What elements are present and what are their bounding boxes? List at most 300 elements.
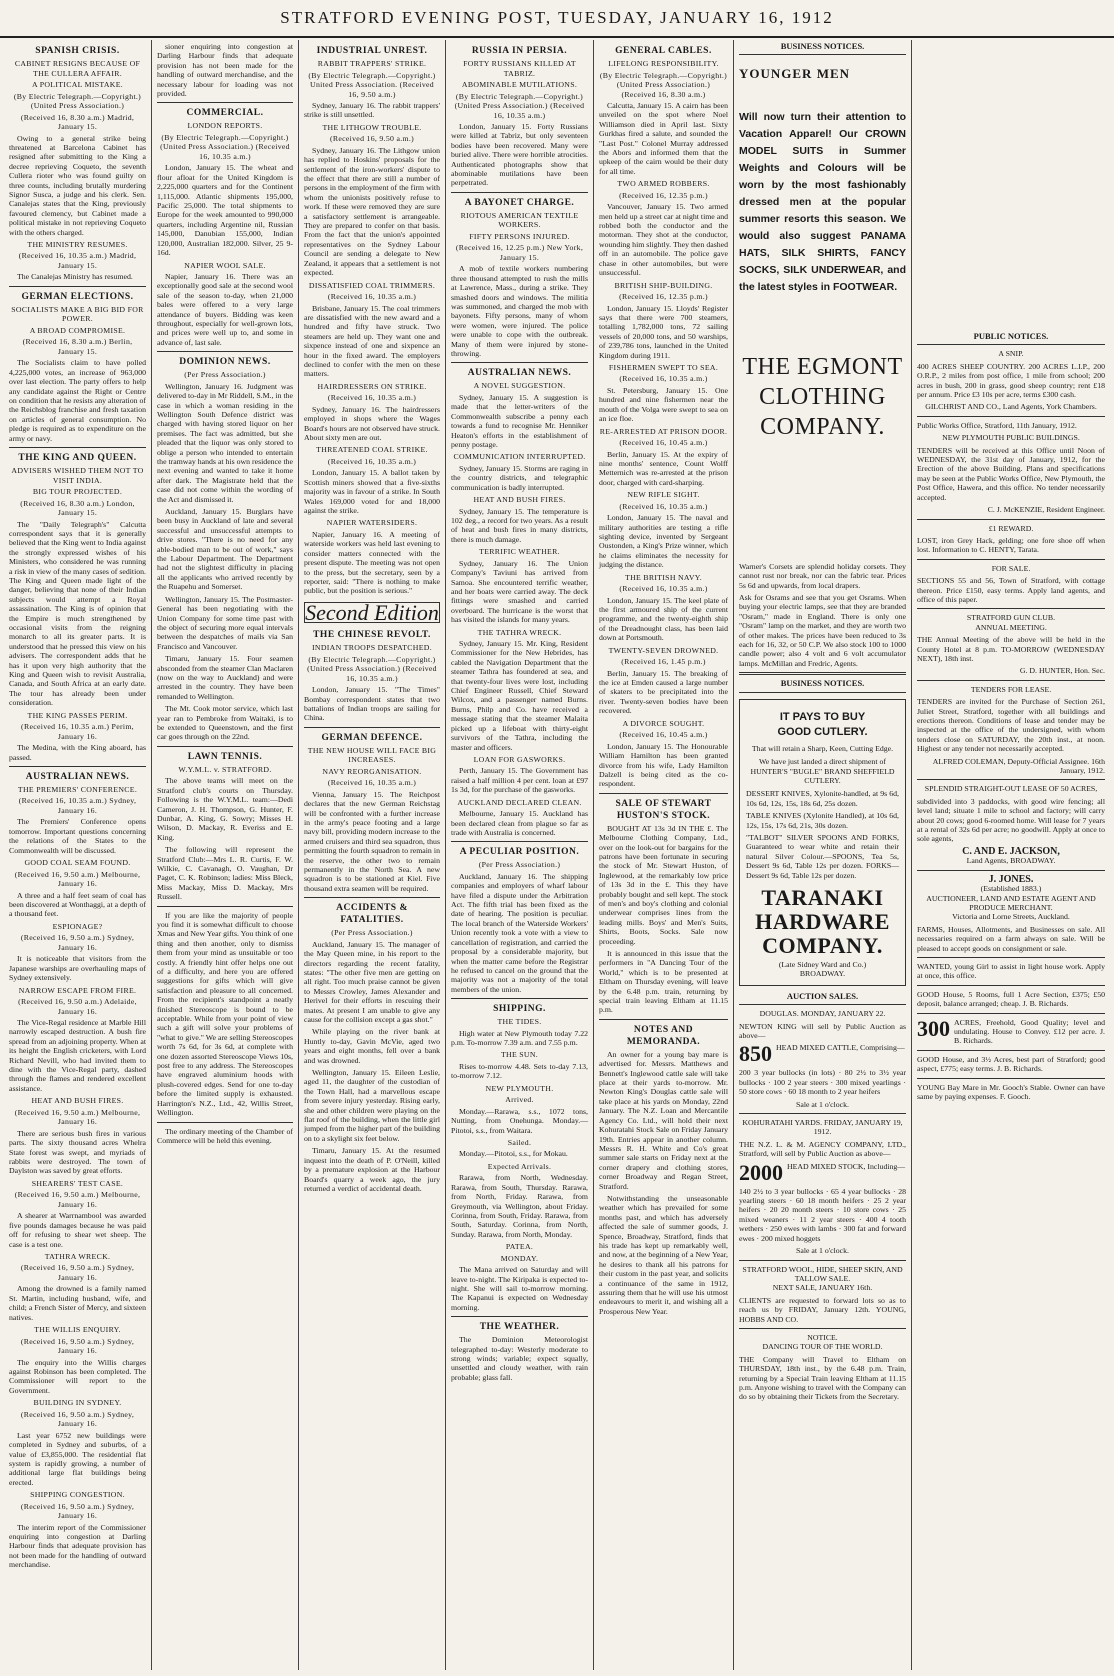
article-subheading: (Received 16, 10.45 a.m.) [619,438,708,448]
business-notices-header-2: BUSINESS NOTICES. [739,679,906,692]
snip-text: 400 ACRES SHEEP COUNTRY. 200 ACRES L.I.P., 200 O.R.P., 2 miles from post office, 1 mile from school; 200 acres in bush, 200 in grass, good sheep country; rent £18 per annum. Price £3 10s per acre, terms £300 cash. [917,361,1105,400]
article-subheading: NEW PLYMOUTH. [485,1083,554,1093]
good-house-2-ad: GOOD House, and 3½ Acres, best part of Stratford; good aspect, £775; easy terms. J. B. Richards. [917,1054,1105,1074]
article-subheading: PATEA. [505,1242,534,1252]
article-subheading: (Received 16, 10.35 a.m.) Sydney, January 16. [18,796,137,815]
article-paragraph: A shearer at Warrnambool was awarded five pounds damages because he was paid off for refusing to shear wet sheep. The case is a test one. [9,1211,146,1249]
article-subheading: (By Electric Telegraph.—Copyright.) (United Press Association.) (Received 16, 10.35 a.m.) [454,91,585,120]
article-body [451,766,588,794]
article-subheading: (Received 16, 10.35 a.m.) [619,584,708,594]
osram-text: Ask for Osrams and see that you get Osrams. When buying your electric lamps, see that they are branded "Osram," made in England. There is only one "Osram" lamp on the market, and they are worth two of other makes. The prices have been reduced to 3s each for 16, 32, or 50 C.P. We also stock 100 to 1000 candle power; also 4 volt and 6 volt accumulator lamps. McMillan and Fredric, Agents. [739,593,906,668]
article-body [451,1149,588,1158]
column-divider [451,1316,588,1317]
article-paragraph: Rises to-morrow 4.48. Sets to-day 7.13, to-morrow 7.12. [451,1061,588,1081]
jones-heading: J. JONES. [988,873,1034,885]
article-body [451,559,588,625]
gun-club-heading: STRATFORD GUN CLUB. [966,613,1056,623]
article-subheading: HEAT AND BUSH FIRES. [473,495,566,505]
article-body [451,872,588,994]
article-paragraph: London, January 15. "The Times" Bombay correspondent states that two battalions of Indian troops are sailing for China. [304,685,440,723]
article-paragraph: Notwithstanding the unseasonable weather which has prevailed for some months past, and which has adversely affected the sale of summer goods, J. Spence, Broadway, Stratford, finds that his trade has kept up remarkably well, and now, at the beginning of a New Year, he desires to thank all his patrons for their custom in the past year, and solicits a continuance of the same in 1912, assuring them that he will use his utmost endeavours to merit it, and wishing all a Prosperous New Year. [599,1193,728,1316]
dancing-tour-text: THE Company will Travel to Eltham on THURSDAY, 18th inst., by the 6.48 p.m. Train, returning by a Special Train leaving Eltham at 11.15 p.m. Anyone wishing to travel with the Company can do so by obtaining their Tickets from the Secretary. [739,1354,906,1402]
column-divider [157,906,293,907]
article-headline: GERMAN ELECTIONS. [21,291,134,302]
article-subheading: HAIRDRESSERS ON STRIKE. [317,381,427,391]
article-paragraph: If you are like the majority of people you find it is somewhat difficult to choose Xmas and New Year gifts. You think of one thing and then another, only to dismiss them from your mind as unsuitable or too costly. A friendly hint offer helps one out of a difficulty, and here you are offered suggestions for gifts which will give satisfaction and pleasure to all concerned. From the recipient's standpoint a neatly finished Stereoscope is bound to be acceptable. While from your point of view such a gift will solve your problems of "what to give." We are selling Stereoscopes worth 7s 6d, for 3s 6d, at complete with one dozen assorted Stereoscope Views 10s, post free to any address. The Stereoscopes have engraved aluminium hoods with plush-covered edges. Send for one to-day before the limited supply is exhausted. Harrington's N.Z., Ltd., 42, Willis Street, Wellington. [157,910,293,1118]
column-divider [451,841,588,842]
article-paragraph: Sydney, January 16. The Union Company's Taviuni has arrived from Samoa. She encountered terrific weather, and her boats were carried away. The deck fittings were smashed and carried overboard. The hurricane is the worst that has visited the islands for many years. [451,558,588,625]
article-subheading: A DIVORCE SOUGHT. [622,718,705,728]
column-divider [451,998,588,999]
article-subheading: (Received 16, 9.50 a.m.) Sydney, January 16. [20,1409,135,1429]
article-body [599,101,728,176]
article-subheading: (By Electric Telegraph.—Copyright.) (United Press Association.) [13,91,142,110]
jones-text: AUCTIONEER, LAND AND ESTATE AGENT AND PRODUCE MERCHANT. [926,893,1096,912]
article-headline: A PECULIAR POSITION. [459,847,580,858]
article-paragraph: London, January 15. The wheat and flour afloat for the United Kingdom is 2,225,000 quarters and for the Continent 1,115,000. Atlantic shipments 195,000, Pacific 25,000. The total shipments to Europe for the week amounted to 990,000 quarters, including Argentine nil, Russian 145,000, Danubian 155,000, Indian 120,000, Australian 182,000. Silver, 25 9-16d. [157,163,293,258]
article-subheading: A POLITICAL MISTAKE. [31,80,124,89]
talbot-spoons: "TALBOT" SILVER SPOONS AND FORKS, Guaranteed to wear white and retain their natural Silver Colour.—SPOONS, Tea 5s, Dessert 9s 6d, Table 12s per dozen. FORKS—Dessert 9s 6d, Table 12s per dozen. [746,832,899,880]
article-paragraph: Perth, January 15. The Government has raised a half million 4 per cent. loan at £97 1s 3d, for the purchase of the gasworks. [451,766,588,795]
article-body [599,202,728,277]
column-divider [157,351,293,352]
news-column-4 [446,40,594,1670]
sale-time-1: Sale at 1 o'clock. [796,1099,849,1109]
acres-300-number: 300 [917,1017,950,1041]
article-body [9,358,146,443]
article-paragraph: The above teams will meet on the Stratford club's courts on Thursday. Following is the W.Y.M.L. team:—Dedi Cameron, J. H. Thompson, G. Hunter, F. Dunbar, A. King, G. Sowry; Misses H. Wilson, D. Mackay, R. Everiss and E. King. [157,776,293,842]
article-subheading: THE PREMIERS' CONFERENCE. [17,784,138,794]
article-body [599,386,728,424]
article-paragraph: sioner enquiring into congestion at Darling Harbour finds that adequate provision has not been made for the handling of outward merchandise, and the necessary labour for loading was not provided. [157,42,293,99]
article-subheading: AUCKLAND DECLARED CLEAN. [457,797,582,807]
article-subheading: (Per Press Association.) [478,860,561,870]
wool-sale-date: NEXT SALE, JANUARY 16th. [772,1283,873,1293]
article-subheading: LONDON REPORTS. [187,121,263,131]
article-subheading: (Received 16, 10.35 a.m.) [327,393,417,403]
article-paragraph: The Premiers' Conference opens tomorrow. Important questions concerning the relations of the States to the Commonwealth will be discussed. [9,817,146,855]
article-subheading: A BROAD COMPROMISE. [29,325,126,335]
article-paragraph: Vancouver, January 15. Two armed men held up a street car at night time and robbed both the conductor and the motorman. They shot at the conductor, wounding him slightly. They then dashed off in an automobile. The police gave chase in other automobiles, but were unsuccessful. [599,202,728,278]
article-body [9,520,146,708]
article-paragraph: BOUGHT AT 13s 3d IN THE £. The Melbourne Clothing Company, Ltd., over on the look-out for bargains for the patrons have been fortunate in securing the stock of Mr. Stewart Huston, of Inglewood, at the remarkably low price of 13s 3d in the £. This they have probably bought and sell kept. The stock of men's and boy's clothing and colonial underwear comprises lines from the leading mills. Boys' and Men's Suits, Shirts, Boots, Socks. Sale now proceeding. [599,823,728,946]
article-paragraph: Berlin, January 15. The breaking of the ice at Emden caused a large number of skaters to be precipitated into the river. Twenty-seven bodies have been recovered. [599,668,728,716]
suits-advert-text: Will now turn their attention to Vacation Apparel! Our CROWN MODEL SUITS in Summer Weights and Colours will be worn by the most fashionably dressed men at the popular summer resorts this season. We would also suggest PANAMA HATS, SILK SHIRTS, FANCY SOCKS, SILK UNDERWEAR, and the latest styles in FOOTWEAR. [739,110,906,293]
article-headline: ACCIDENTS & FATALITIES. [336,903,408,926]
article-paragraph: Napier, January 16. A meeting of waterside workers was held last evening to consider matters connected with the present dispute. The meeting was not open to the press, but the secretary, seen by a reporter, said: "There is nothing to make public, but the position is serious." [304,529,440,596]
article-subheading: THREATENED COAL STRIKE. [316,445,428,455]
article-body [451,1062,588,1081]
article-body [9,134,146,237]
stock-2000-heading: HEAD MIXED STOCK, Including— [787,1161,906,1171]
article-subheading: (Received 16, 10.45 a.m.) [619,730,708,740]
article-paragraph: It is noticeable that visitors from the Japanese warships are overhauling maps of Sydney extensively. [9,954,146,983]
article-body [304,101,440,120]
article-paragraph: Sydney, January 16. The rabbit trappers' strike is still unsettled. [304,101,440,120]
article-subheading: Arrived. [505,1095,534,1105]
article-headline: SPANISH CRISIS. [35,46,120,56]
article-subheading: RIOTOUS AMERICAN TEXTILE WORKERS. [460,210,579,230]
article-paragraph: Napier, January 16. There was an exceptionally good sale at the second wool sale of the season to-day, when 21,000 bales were offered to a very large attendance of buyers. Bidding was keen throughout, especially for well-grown lots, and prices were well up to, and some in advance of, last sale. [157,272,293,347]
column-divider [9,286,146,287]
article-subheading: NARROW ESCAPE FROM FIRE. [18,985,137,995]
article-body [157,911,293,1118]
article-headline: INDUSTRIAL UNREST. [316,46,428,56]
article-body [9,1431,146,1487]
article-subheading: RE-ARRESTED AT PRISON DOOR. [599,426,728,436]
article-body [9,817,146,855]
public-notices-column [912,40,1110,1670]
warner-text: Warner's Corsets are splendid holiday corsets. They cannot rust nor break, nor can the fabric tear. Prices 5s 6d and upwards, from local drapers. [739,561,906,590]
business-notices-column [734,40,912,1670]
article-paragraph: Rarawa, from North, Wednesday. Rarawa, from South, Thursday. Rarawa, from North, Friday. Rarawa, from Greymouth, via Wellington, about Friday. Corinna, from South, Friday. Rarawa, from South, Saturday. Corinna, from North, Sunday. Rarawa, from North, Monday. [451,1173,588,1239]
sale-time-2: Sale at 1 o'clock. [796,1246,849,1256]
article-body [157,272,293,347]
table-knives: TABLE KNIVES (Xylonite Handled), at 10s 6d, 12s, 15s, 17s 6d, 21s, 30s dozen. [746,811,899,830]
notice-heading: NOTICE. [807,1332,838,1342]
article-headline: GERMAN DEFENCE. [321,732,423,743]
article-paragraph: An owner for a young bay mare is advertised for. Messrs. Matthews and Bennett's Inglewood cattle sale will take place at their yards to-morrow. Mr. Newton King's Douglas cattle sale will take place at his yards on Monday, 22nd January. The N.Z. Loan and Mercantile Agency Co. Ltd., will hold their next Kohuratahi Stock Sale on Friday January 19th. Entries appear in another column. Messrs R. H. White and Co's great summer sale starts on Friday next at the corner drapery and clothing stores, corner Broadway and Regan Street, Stratford. [599,1049,728,1191]
article-paragraph: Wellington, January 15. The Postmaster-General has been negotiating with the Union Company for some time past with the object of securing more equal intervals between the despatches of mails via San Francisco and Vancouver. [157,594,293,651]
article-paragraph: Timaru, January 15. Four seamen absconded from the steamer Clan Maclaren (now on the way to Auckland) and were arrested in the country. They have been remanded to Wellington. [157,654,293,701]
article-body [451,1335,588,1382]
article-subheading: (Received 16, 9.50 a.m.) Melbourne, January 16. [14,1107,141,1127]
public-notices-header: PUBLIC NOTICES. [917,332,1105,345]
article-paragraph: Monday.—Rarawa, s.s., 1072 tons, Nutting, from Onehunga. Monday.—Pitotoi, s.s., from Waitara. [451,1106,588,1135]
article-subheading: HEAT AND BUSH FIRES. [31,1096,124,1106]
article-body [157,42,293,98]
article-subheading: THE TIDES. [497,1017,542,1027]
reward-heading: £1 REWARD. [988,523,1034,533]
article-body [304,940,440,1025]
article-paragraph: The "Daily Telegraph's" Calcutta correspondent says that it is generally believed that the King went to India against the strongly expressed wishes of his Ministers, who considered he was running a risk in view of the many cases of sedition. The King and Queen made light of the danger, believing that none of their Indian subjects would attempt a Royal assassination. The King is of opinion that the Empire is much strengthened by occasional visits from the reigning monarch to all its greater parts. It is understood that he pressed this view on his advisers. The correspondent adds that he has it upon very high authority that the King and Queen wish to revisit Australia, Canada, and South Africa at an early date. The tour has already been under consideration. [9,519,146,708]
article-paragraph: Auckland, January 16. The shipping companies and employers of wharf labour have filed a dispute under the Arbitration Act. The fifth trial has been fixed as the date of hearing. The position is peculiar. The local branch of the Waterside Workers' Union recently took a vote with a view to cancellation of registration, and carried the proposal by a considerable majority, but when the matter came before the Registrar he refused to cancel on the ground that the majority was not a majority of the total members of the union. [451,871,588,994]
article-subheading: W.Y.M.L. v. STRATFORD. [178,764,272,774]
article-body [599,513,728,569]
article-body [157,595,293,651]
news-column-5 [594,40,734,1670]
article-paragraph: Brisbane, January 15. The coal trimmers are dissatisfied with the new award and a hundred and fifty have struck. Two steamers are held up. They want one and sixpence instead of one and sixpence an hour in the fixed award. The employers declined to confer with the men on these matters. [304,303,440,379]
article-subheading: SOCIALISTS MAKE A BIG BID FOR POWER. [11,304,144,324]
article-body [451,464,588,492]
article-subheading: (By Electric Telegraph.—Copyright.) (United Press Association.) (Received 16, 10.35 a.m.) [307,654,437,683]
article-body [157,654,293,701]
article-subheading: FIFTY PERSONS INJURED. [469,231,570,241]
article-body [451,639,588,752]
good-house-ad: GOOD House, 5 Rooms, full 1 Acre Section, £375; £50 deposit, balance arranged; cheap. J. B. Richards. [917,989,1105,1009]
article-body [304,468,440,515]
gun-club-meeting: ANNUAL MEETING. [975,622,1047,632]
column-divider [157,1122,293,1123]
snip-heading: A SNIP. [998,349,1024,359]
article-paragraph: Sydney, January 15. Storms are raging in the country districts, and telegraphic communication is badly interrupted. [451,463,588,492]
stock-2000-list: 140 2½ to 3 year bullocks · 65 4 year bullocks · 28 yearling steers · 60 18 month heifers · 25 2 year heifers · 20 20 month steers · 10 store cows · 25 mixed weaners · 11 2 year steers · 400 4 tooth wethers · 250 ewes with lambs · 300 fat and forward ewes · 200 mixed hoggets [739,1186,906,1243]
article-subheading: TWO ARMED ROBBERS. [617,179,710,189]
cattle-850-heading: HEAD MIXED CATTLE, Comprising— [776,1043,905,1053]
article-body [304,790,440,893]
egmont-clothing-company: THE EGMONT CLOTHING COMPANY. [742,353,903,440]
article-subheading: BUILDING IN SYDNEY. [33,1398,122,1408]
article-body [9,272,146,281]
lease-tenders-text: TENDERS are invited for the Purchase of Section 261, Juliet Street, Stratford, together with all buildings and erections thereon. Conditions of lease and tender may be inspected at the office of the undersigned, with whom tenders close on SATURDAY, the 20th inst., at noon. Highest or any tender not necessarily accepted. [917,697,1105,754]
for-sale-text: SECTIONS 55 and 56, Town of Stratford, with cottage thereon. Price £150, easy terms. Apply land agents, and office of this paper. [917,576,1105,604]
wool-sale-heading: STRATFORD WOOL, HIDE, SHEEP SKIN, AND TALLOW SALE. [742,1264,903,1283]
article-paragraph: The ordinary meeting of the Chamber of Commerce will be held this evening. [157,1126,293,1145]
column-divider [451,192,588,193]
douglas-sale-date: DOUGLAS. MONDAY, JANUARY 22. [759,1009,886,1019]
article-body [304,304,440,379]
article-body [451,122,588,188]
article-body [157,704,293,742]
article-body [599,949,728,1015]
article-subheading: SHIPPING CONGESTION. [30,1490,125,1500]
article-paragraph: Wellington, January 16. Judgment was delivered to-day in Mr Riddell, S.M., in the case in which a woman residing in the Wellington South Defence district was charged with having stored liquor on her premises. The fact was admitted, but she pleaded that the liquor was only stored to oblige a person who intended to entertain the tramway hands at his own residence the next evening and wanted to take it home after dark. The Magistrate held that the case did not come within the wording of the Act and dismissed it. [157,381,293,504]
farms-text: FARMS, Houses, Allotments, and Businesses on sale. All necessaries required on a farm always on sale. Will be pleased to accept goods on consignment or sale. [917,924,1105,953]
gilchrist-agents: GILCHRIST AND CO., Land Agents, York Chambers. [925,402,1097,412]
article-paragraph: London, January 15. The naval and military authorities are testing a rifle sighting device, invented by Sergeant Oustonden, a King's Prize winner, which he claims eliminates the necessity for judging the distance. [599,513,728,570]
article-paragraph: Among the drowned is a family named St. Martin, including husband, wife, and child; a French Sister of Mercy, and sixteen natives. [9,1284,146,1322]
taranaki-hardware-company: TARANAKI HARDWARE COMPANY. [755,884,890,958]
article-paragraph: Sydney, January 16. The Lithgow union has replied to Hoskins' proposals for the settlement of the iron-workers' dispute to the effect that there are still a number of persons in the employment of the firm with whom the unionists positively refuse to work. If these were removed they are sure a satisfactory settlement is arrangeable. They are prepared to confer on that basis. From the fact that the union's appointed representatives on the Sydney Labour Council are sending a delegate to New Zealand, it appears that a settlement is not expected. [304,145,440,278]
column-divider [9,447,146,448]
public-works-office: Public Works Office, Stratford, 11th January, 1912. [917,420,1077,430]
article-headline: THE WEATHER. [479,1322,560,1333]
article-subheading: (Received 16, 1.45 p.m.) [621,657,706,667]
article-paragraph: The following will represent the Stratford Club:—Mrs L. R. Curtis, F. W. Wilkie, C. Cavanagh, O. Vaughan, Dr Paget, C. K. Robinson; ladies: Miss Bleck, Miss Mackay, Miss D. Mackay, Mrs Russell. [157,845,293,902]
article-paragraph: The Socialists claim to have polled 4,225,000 votes, an increase of 963,000 over last election. The party offers to help any candidate against the Right or Centre on condition that he resists any alteration of the Reichsblog franchise and fresh taxation on articles of general consumption. No pledge is required as to expenditure on the army or navy. [9,358,146,443]
article-paragraph: Last year 6752 new buildings were completed in Sydney and suburbs, of a value of £3,855,000. The residential flat system is rapidly growing, a number of additional large flat buildings being erected. [9,1430,146,1487]
article-subheading: THE NEW HOUSE WILL FACE BIG INCREASES. [307,745,437,765]
article-body [9,1211,146,1249]
article-paragraph: St. Petersburg, January 15. One hundred and nine fishermen near the mouth of the Volga were swept to sea on an ice floe. [599,385,728,424]
article-subheading: THE BRITISH NAVY. [625,572,702,582]
jackson-address: Land Agents, BROADWAY. [966,856,1056,866]
article-subheading: (Received 16, 12.35 p.m.) [619,190,708,200]
article-body [9,1129,146,1176]
article-subheading: (Received 16, 9.50 a.m.) Adelaide, January 16. [18,997,137,1016]
cattle-850-list: 200 3 year bullocks (in lots) · 80 2½ to 3½ year bullocks · 100 2 year steers · 300 mixed yearlings · 50 store cows · 60 18 month to 2 year heifers [739,1068,906,1097]
article-paragraph: London, January 15. Forty Russians were killed at Tabriz, but only seventeen bodies have been recovered. Many were buried alive. There were horrible atrocities. Authenticated photographs show that abominable mutilations have been perpetrated. [451,122,588,188]
article-subheading: (Received 16, 10.35 a.m.) [619,374,708,384]
article-body [599,1194,728,1316]
article-paragraph: Timaru, January 15. At the resumed inquest into the death of P. O'Neill, killed by a premature explosion at the Harbour Board's quarry a week ago, the jury returned a verdict of accidental death. [304,1146,440,1193]
article-body [304,1068,440,1143]
coleman-signature: ALFRED COLEMAN, Deputy-Official Assignee. 16th January, 1912. [932,756,1105,776]
article-paragraph: Monday.—Pitotoi, s.s., for Mokau. [459,1149,568,1159]
article-headline: DOMINION NEWS. [179,357,271,368]
column-divider [599,793,728,794]
gun-club-text: THE Annual Meeting of the above will be held in the County Hotel at 8 p.m. TO-MORROW (WEDNESDAY NEXT), 18th inst. [917,635,1105,663]
jackson-agents: C. AND E. JACKSON, [962,845,1060,857]
wanted-ad: WANTED, young Girl to assist in light house work. Apply at once, this office. [917,961,1105,981]
dancing-tour-heading: DANCING TOUR OF THE WORLD. [762,1342,883,1352]
article-headline: COMMERCIAL. [186,108,264,119]
newton-king-notice: NEWTON KING will sell by Public Auction as above— [739,1021,906,1040]
article-subheading: (Received 16, 9.50 a.m.) Sydney, January 16. [20,933,135,952]
article-body [451,1029,588,1048]
cattle-850-number: 850 [739,1043,772,1066]
article-subheading: (Received 16, 9.50 a.m.) Melbourne, January 16. [14,1190,141,1209]
article-subheading: LIFELONG RESPONSIBILITY. [608,59,719,68]
taranaki-address: BROADWAY. [799,969,846,979]
article-body [599,1050,728,1191]
article-subheading: ABOMINABLE MUTILATIONS. [461,80,578,89]
reward-text: LOST, iron Grey Hack, gelding; one fore shoe off when lost. Information to C. HENTY, Tarata. [917,535,1105,555]
article-subheading: (Received 16, 12.25 p.m.) New York, January 15. [455,243,584,262]
article-subheading: ADVISERS WISHED THEM NOT TO VISIT INDIA. [11,466,144,485]
article-subheading: RABBIT TRAPPERS' STRIKE. [317,59,427,68]
article-paragraph: Wellington, January 15. Eileen Leslie, aged 11, the daughter of the custodian of the Town Hall, had a marvellous escape from severe injury yesterday. Rising early, she and other children were playing on the flat roof of the building, when the little girl jumped from the higher part of the building on to a skylight six feet below. [304,1068,440,1143]
article-paragraph: High water at New Plymouth today 7.22 p.m. To-morrow 7.39 a.m. and 7.55 p.m. [451,1028,588,1048]
article-body [9,954,146,982]
article-subheading: NEW RIFLE SIGHT. [627,490,700,500]
article-paragraph: Berlin, January 15. At the expiry of nine months' sentence, Count Wolff Metternich was re-arrested at the prison door, charged with card-sharping. [599,449,728,487]
article-headline: SALE OF STEWART HUSTON'S STOCK. [615,798,712,821]
column-divider [157,102,293,103]
article-headline: AUSTRALIAN NEWS. [467,368,572,379]
article-subheading: (Received 16, 9.50 a.m.) Sydney, January 16. [20,1336,135,1356]
article-paragraph: London, January 15. The keel plate of the first armoured ship of the current programme, and the twenty-eighth ship of the Dreadnought class, has been laid down at Portsmouth. [599,595,728,643]
article-body [599,669,728,716]
article-subheading: MONDAY. [500,1253,539,1263]
article-paragraph: A three and a half feet seam of coal has been discovered at Wonthaggi, at a depth of a thousand feet. [9,890,146,919]
article-paragraph: It is announced in this issue that the performers in "A Dancing Tour of the World," which is to be presented at Eltham on Thursday evening, will leave by the 6.48 p.m. train, returning by special train leaving Eltham at 11.15 p.m. [599,949,728,1015]
for-sale-heading: FOR SALE. [991,563,1031,573]
article-body [304,405,440,443]
column-divider [304,897,440,898]
article-paragraph: The Mana arrived on Saturday and will leave to-night. The Kiripaka is expected to-night. She will sail to-morrow morning. The Kapanui is expected on Wednesday morning. [451,1265,588,1312]
article-body [9,1018,146,1093]
article-paragraph: The enquiry into the Willis charges against Robinson has been completed. The Commissioner will report to the Government. [9,1357,146,1395]
article-subheading: THE SUN. [500,1050,539,1060]
article-subheading: (Received 16, 12.35 p.m.) [619,292,708,301]
article-body [304,1027,440,1065]
article-paragraph: Sydney, January 16. The hairdressers employed in shops where the Wages Board's hours are not observed have struck. About sixty men are out. [304,404,440,442]
wool-sale-text: CLIENTS are requested to forward lots so as to reach us by FRIDAY, January 12th. YOUNG, HOBBS AND CO. [739,1295,906,1324]
article-subheading: (Received 16, 10.35 a.m.) Perim, January 16. [21,722,134,741]
cutlery-subtitle: That will retain a Sharp, Keen, Cutting Edge. [751,743,894,753]
article-subheading: TERRIFIC WEATHER. [479,547,560,557]
article-subheading: (Received 16, 9.50 a.m.) Melbourne, January 16. [14,869,141,889]
article-body [451,507,588,545]
article-paragraph: Sydney, January 15. Mr. King, Resident Commissioner for the New Hebrides, has cabled the Navigation Department that the steamer Tathra has foundered at sea, and that twenty-four lives were lost, including Chief Engineer Russell, Chief Steward Wilcox, and a passenger named Burns. Burns, Philp and Co. have received a message stating that the steamer Malaita picked up a lifeboat with thirty-eight survivors of the Tathra, including the master and officers. [451,639,588,752]
column-divider [304,727,440,728]
article-body [599,596,728,643]
article-body [304,685,440,723]
article-headline: SHIPPING. [493,1004,546,1015]
article-paragraph: There are serious bush fires in various parts. The sixty thousand acres Whelra State forest was swept, and myriads of rabbits were destroyed. The town of Daylston was saved by great efforts. [9,1128,146,1176]
article-body [599,304,728,360]
news-column-3 [299,40,446,1670]
auction-sales-header: AUCTION SALES. [739,992,906,1005]
np-buildings-heading: NEW PLYMOUTH PUBLIC BUILDINGS. [942,433,1080,443]
article-subheading: BRITISH SHIP-BUILDING. [614,280,713,290]
news-column-2 [152,40,299,1670]
article-subheading: (Per Press Association.) [184,370,266,380]
article-paragraph: Vienna, January 15. The Reichpost declares that the new German Reichstag will be confronted with a further increase in the army's peace footing and a large navy bill, providing modern increase to the armed cruisers and third sea squadron, thus permitting the fourth squadron to remain in the reserve, the other two to remain permanently in the North Sea. A new squadron is to be stationed at Kiel. Five thousand extra seamen will be required. [304,789,440,893]
gun-club-secretary: G. D. HUNTER, Hon. Sec. [1019,666,1105,676]
article-paragraph: London, January 15. The Honourable William Hamilton has been granted divorce from his wife, Lady Hamilton Dalzell is being cited as the co-respondent. [599,741,728,789]
article-subheading: TWENTY-SEVEN DROWNED. [608,645,719,655]
article-body [9,1523,146,1570]
article-subheading: Sailed. [507,1137,532,1147]
article-subheading: (Per Press Association.) [331,928,413,938]
article-body [451,1173,588,1239]
article-paragraph: A mob of textile workers numbering three thousand attempted to rush the mills at Lawrence, Mass., during a strike. They smashed doors and windows. The militia was summoned, and charged the mob with bayonets. Fifty persons, many of whom were women, were injured. The police were unable to cope with the outbreak. Many of them were injured by stone-throwing. [451,264,588,358]
article-subheading: (Received 16, 9.50 a.m.) Sydney, January 16. [20,1501,135,1521]
younger-men-heading: YOUNGER MEN [739,66,851,82]
article-subheading: TATHRA WRECK. [44,1251,111,1261]
article-paragraph: The Vice-Regal residence at Marble Hill narrowly escaped destruction. A bush fire spread from an adjoining property. When at its height the English cricketers, with Lord Richard Nevill, who had invited them to dine with the Vice-Regal party, dashed through the flames and rendered excellent assistance. [9,1018,146,1093]
article-paragraph: The Medina, with the King aboard, has passed. [9,743,146,762]
article-headline: GENERAL CABLES. [615,46,712,56]
article-subheading: DISSATISFIED COAL TRIMMERS. [308,280,436,290]
acres-300-text: ACRES, Freehold, Good Quality; level and undulating. House to Convey. £12 per acre. J. B. Richards. [954,1017,1105,1046]
article-body [157,845,293,901]
article-headline: AUSTRALIAN NEWS. [25,771,130,782]
mckenzie-signature: C. J. McKENZIE, Resident Engineer. [987,505,1105,515]
lease-50-heading: SPLENDID STRAIGHT-OUT LEASE OF 50 ACRES, [924,784,1098,794]
article-body [157,507,293,592]
article-headline: THE KING AND QUEEN. [18,453,137,464]
article-subheading: (Received 16, 8.30 a.m.) Madrid, January 15. [20,112,135,131]
article-body [451,809,588,837]
article-body [9,1358,146,1396]
article-subheading: SHEARERS' TEST CASE. [31,1178,124,1188]
article-subheading: LOAN FOR GASWORKS. [473,754,566,764]
article-subheading: THE LITHGOW TROUBLE. [322,122,422,132]
dessert-knives: DESSERT KNIVES, Xylonite-handled, at 9s 6d, 10s 6d, 12s, 15s, 18s 6d, 25s dozen. [746,789,899,808]
news-column-1 [4,40,152,1670]
cutlery-title: IT PAYS TO BUY GOOD CUTLERY. [777,710,868,738]
article-subheading: (Received 16, 10.35 a.m.) [327,456,417,466]
article-subheading: (Received 16, 10.35 a.m.) [619,501,708,511]
article-body [304,1146,440,1193]
column-divider [157,746,293,747]
column-divider [9,766,146,767]
second-edition-banner: Second Edition [305,599,439,625]
article-body [599,742,728,789]
article-body [157,163,293,257]
cutlery-text: We have just landed a direct shipment of HUNTER'S "BUGLE" BRAND SHEFFIELD CUTLERY. [750,757,895,785]
article-paragraph: While playing on the river bank at Huntly to-day, Gavin McVie, aged two years and eight months, fell over a bank and was drowned. [304,1027,440,1065]
article-subheading: (By Electric Telegraph.—Copyright.) (United Press Association.) (Received 16, 10.35 a.m.) [160,132,290,161]
article-paragraph: Calcutta, January 15. A cairn has been unveiled on the spot where Noel Williamson died in April last. Sixty Gurkhas fired a salute, and sounded the "Last Post." Colonel Murray addressed the Abors and informed them that the upkeep of the cairn would be their duty for all time. [599,101,728,176]
article-subheading: (Received 16, 8.30 a.m.) London, January 15. [20,498,135,518]
article-paragraph: Melbourne, January 15. Auckland has been declared clean from plague so far as trade with Australia is concerned. [451,809,588,837]
column-divider [451,362,588,363]
article-subheading: THE KING PASSES PERIM. [27,710,128,720]
article-paragraph: Owing to a general strike being threatened at Barcelona Cabinet has resigned after submitting to the King a decree reprieving Coqueto, the seventh Cullera rioter who was found guilty on three counts, including brutally murdering Signor Susca, a judge and his clerk. Sen. Canalejas states that the King, previously favoured clemency, but Cabinet made a political mistake in not reprieving Coqueto with the others charged. [9,133,146,237]
article-subheading: CABINET RESIGNS BECAUSE OF THE CULLERA AFFAIR. [14,59,141,78]
nzlm-notice: THE N.Z. L. & M. AGENCY COMPANY, LTD., Stratford, will sell by Public Auction as above— [739,1139,906,1159]
article-body [304,146,440,278]
article-subheading: NAVY REORGANISATION. [322,766,422,776]
article-paragraph: The Canalejas Ministry has resumed. [17,272,133,282]
article-headline: LAWN TENNIS. [187,751,263,762]
article-headline: A BAYONET CHARGE. [464,197,575,208]
article-headline: THE CHINESE REVOLT. [313,630,431,641]
article-subheading: BIG TOUR PROJECTED. [32,487,123,497]
article-subheading: THE MINISTRY RESUMES. [27,239,128,249]
jones-address: Victoria and Lorne Streets, Auckland. [952,912,1070,922]
article-paragraph: Auckland, January 15. Burglars have been busy in Auckland of late and several successful and unsuccessful attempts to drive stores. "There is no need for any able-bodied man to be out of work," says the Labour Department. The Department had not the slightest difficulty in placing all the applicants who arrived recently by the Ruapehu and Somerset. [157,507,293,592]
article-body [9,1284,146,1322]
article-subheading: (Received 16, 10.35 a.m.) Madrid, January 15. [18,251,137,270]
article-body [9,891,146,919]
tenders-text: TENDERS will be received at this Office until Noon of WEDNESDAY, the 31st day of January, 1912, for the Erection of the above Building. Plans and specifications may be seen at the Public Works Office, New Plymouth, the Post Office, Hawera, and this office. No tender necessarily accepted. [917,445,1105,502]
article-subheading: (Received 16, 9.50 a.m.) [329,134,415,144]
